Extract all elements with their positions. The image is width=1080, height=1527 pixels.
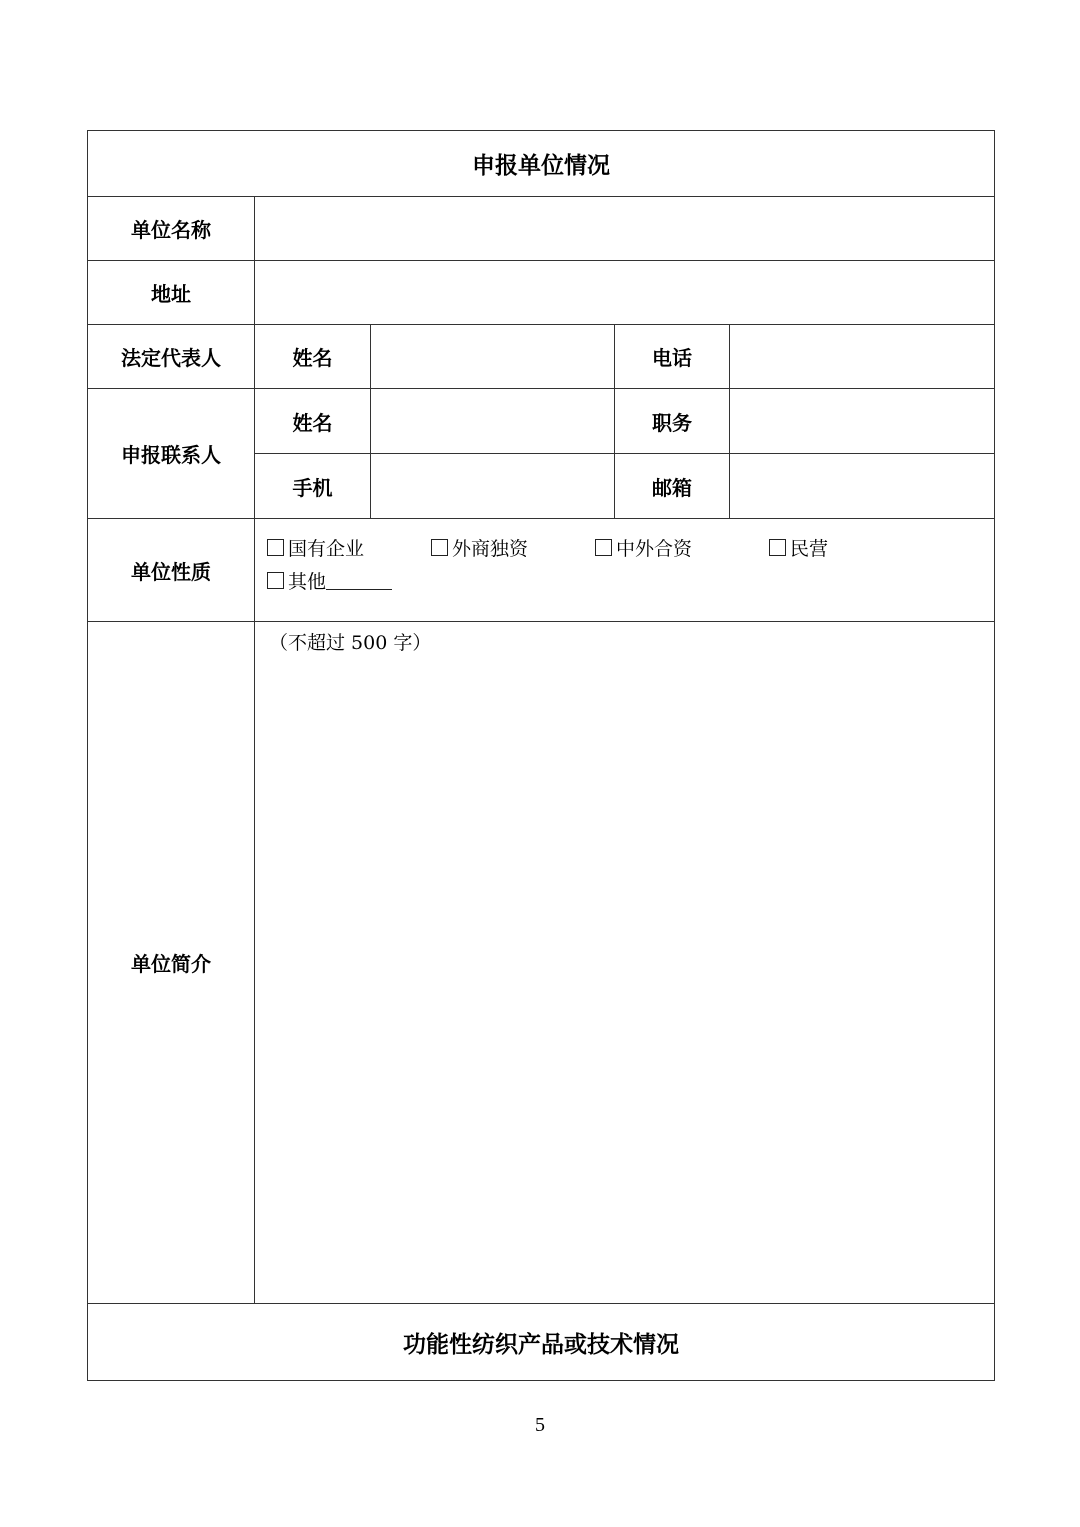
checkbox-icon[interactable] (267, 572, 284, 589)
legal-rep-name-label: 姓名 (255, 325, 371, 389)
legal-rep-phone-label: 电话 (615, 325, 730, 389)
legal-rep-label: 法定代表人 (88, 325, 255, 389)
nature-option-joint-venture[interactable]: 中外合资 (595, 533, 692, 565)
nature-option-private[interactable]: 民营 (769, 533, 828, 565)
contact-mobile-label: 手机 (255, 454, 371, 519)
contact-position-field[interactable] (730, 389, 995, 454)
checkbox-icon[interactable] (267, 539, 284, 556)
unit-intro-label: 单位简介 (88, 622, 255, 1304)
section-title-applicant: 申报单位情况 (88, 131, 995, 197)
unit-name-label: 单位名称 (88, 197, 255, 261)
contact-position-label: 职务 (615, 389, 730, 454)
checkbox-icon[interactable] (769, 539, 786, 556)
unit-name-field[interactable] (255, 197, 995, 261)
legal-rep-name-field[interactable] (371, 325, 615, 389)
unit-nature-label: 单位性质 (88, 519, 255, 622)
contact-name-label: 姓名 (255, 389, 371, 454)
unit-nature-options (255, 519, 995, 622)
contact-mobile-field[interactable] (371, 454, 615, 519)
unit-intro-field[interactable] (255, 622, 995, 1304)
checkbox-icon[interactable] (431, 539, 448, 556)
page-number: 5 (535, 1414, 545, 1436)
nature-option-state-owned[interactable]: 国有企业 (267, 533, 364, 565)
section-title-product: 功能性纺织产品或技术情况 (88, 1304, 995, 1381)
checkbox-icon[interactable] (595, 539, 612, 556)
contact-email-field[interactable] (730, 454, 995, 519)
address-field[interactable] (255, 261, 995, 325)
contact-email-label: 邮箱 (615, 454, 730, 519)
other-blank-field[interactable] (326, 571, 392, 590)
contact-label: 申报联系人 (88, 389, 255, 519)
word-limit-note: （不超过 500 字） (269, 632, 432, 654)
legal-rep-phone-field[interactable] (730, 325, 995, 389)
address-label: 地址 (88, 261, 255, 325)
nature-option-foreign-owned[interactable]: 外商独资 (431, 533, 528, 565)
nature-option-other[interactable]: 其他 (267, 566, 392, 598)
application-form-table (87, 130, 995, 1381)
contact-name-field[interactable] (371, 389, 615, 454)
